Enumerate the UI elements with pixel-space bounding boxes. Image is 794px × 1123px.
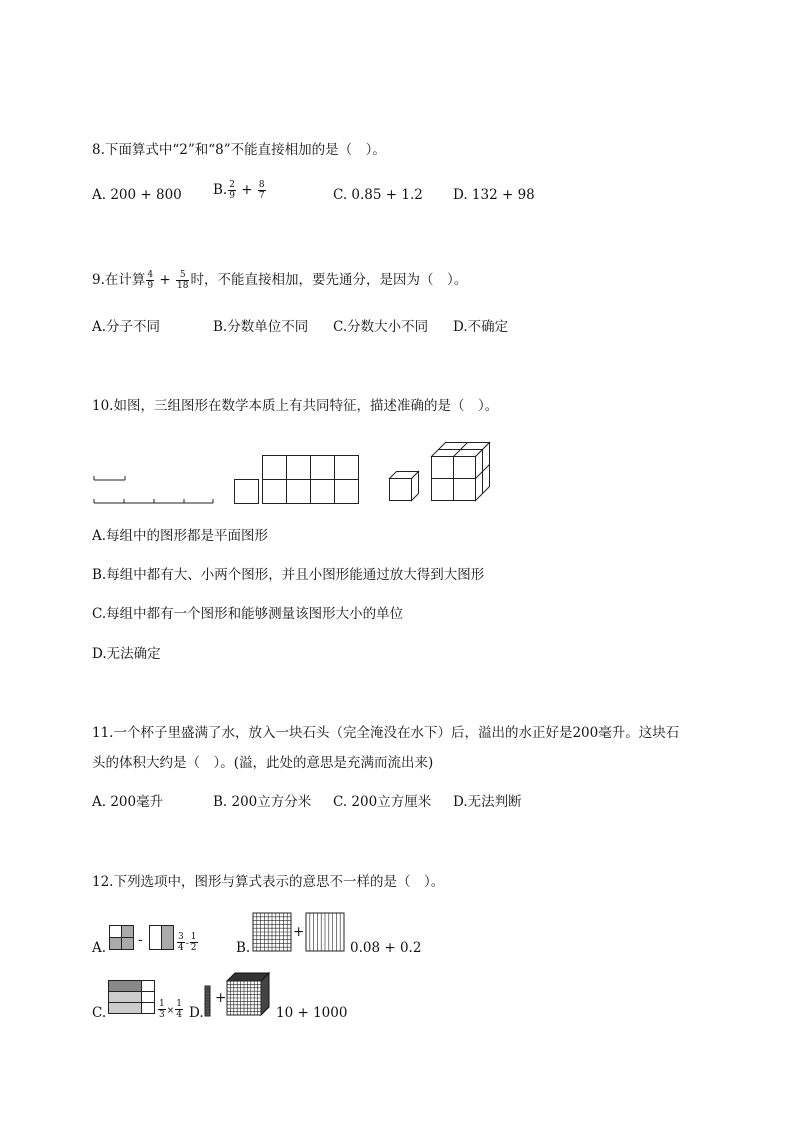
question-10-stem: 10.如图，三组图形在数学本质上有共同特征，描述准确的是（ ）。 xyxy=(92,398,499,414)
q12-c-expression: $\frac{1}{3}$ × $\frac{1}{4}$ xyxy=(159,999,183,1020)
q9-option-c[interactable]: C.分数大小不同 xyxy=(333,319,429,335)
q12-b-hundred-grid xyxy=(252,912,292,954)
q12-d-operator: + xyxy=(215,990,227,1006)
q8-option-a[interactable]: A. 200 + 800 xyxy=(92,187,182,203)
question-8-stem: 8.下面算式中“2”和“8”不能直接相加的是（ ）。 xyxy=(92,142,386,158)
q10-option-d[interactable]: D.无法确定 xyxy=(92,646,161,662)
q9-fraction-1: $\frac{4}{9}$ xyxy=(147,270,154,291)
q12-c-fraction-2: $\frac{1}{4}$ xyxy=(176,999,183,1020)
q11-option-c[interactable]: C. 200立方厘米 xyxy=(333,794,432,810)
q12-a-fraction-2: $\frac{1}{2}$ xyxy=(190,932,197,953)
q9-fraction-2: $\frac{5}{18}$ xyxy=(177,270,189,291)
q12-a-fraction-1: $\frac{3}{4}$ xyxy=(178,932,184,953)
q12-option-b-label[interactable]: B. xyxy=(236,940,251,956)
q8-option-b-label: B. xyxy=(213,182,228,198)
q12-c-figure xyxy=(107,979,157,1017)
q8-b-fraction-1: $\frac{2}{9}$ xyxy=(229,180,235,201)
q8-b-operator: + xyxy=(241,182,253,198)
q12-d-thousand-cube xyxy=(226,972,274,1018)
q8-b-fraction-2: $\frac{8}{7}$ xyxy=(258,180,265,201)
q12-d-ten-rod xyxy=(204,985,212,1017)
q10-option-c[interactable]: C.每组中都有一个图形和能够测量该图形大小的单位 xyxy=(92,606,404,622)
q10-figure-cubes xyxy=(386,435,496,505)
q12-option-a-label[interactable]: A. xyxy=(92,940,107,956)
question-11-stem-line1: 11.一个杯子里盛满了水，放入一块石头（完全淹没在水下）后，溢出的水正好是200毫升。这块石 xyxy=(92,725,680,741)
q12-option-d-label[interactable]: D. xyxy=(189,1005,204,1021)
q8-option-b[interactable] xyxy=(213,180,267,201)
q11-option-b[interactable]: B. 200立方分米 xyxy=(213,794,312,810)
question-12-stem: 12.下列选项中，图形与算式表示的意思不一样的是（ ）。 xyxy=(92,874,445,890)
q10-option-a[interactable]: A.每组中的图形都是平面图形 xyxy=(92,528,269,544)
q12-b-expression: 0.08 + 0.2 xyxy=(350,940,422,956)
q10-figure-squares xyxy=(233,453,363,505)
q9-option-a[interactable]: A.分子不同 xyxy=(92,319,161,335)
q12-a-operator: - xyxy=(138,932,143,948)
q12-d-expression: 10 + 1000 xyxy=(276,1005,348,1021)
q9-option-d[interactable]: D.不确定 xyxy=(453,319,509,335)
question-11-stem-line2: 头的体积大约是（ ）。(溢，此处的意思是充满而流出来) xyxy=(92,755,434,771)
q12-b-tenths-strips xyxy=(305,912,345,954)
q12-b-operator: + xyxy=(293,924,305,940)
q9-option-b[interactable]: B.分数单位不同 xyxy=(213,319,309,335)
q8-option-d[interactable]: D. 132 + 98 xyxy=(453,187,535,203)
q10-option-b[interactable]: B.每组中都有大、小两个图形，并且小图形能通过放大得到大图形 xyxy=(92,567,485,583)
q12-a-figure xyxy=(108,924,178,954)
q11-option-a[interactable]: A. 200毫升 xyxy=(92,794,164,810)
q12-a-expression: $\frac{3}{4}$ - $\frac{1}{2}$ xyxy=(178,932,197,953)
q8-option-c[interactable]: C. 0.85 + 1.2 xyxy=(333,187,423,203)
q11-option-d[interactable]: D.无法判断 xyxy=(453,794,522,810)
q12-option-c-label[interactable]: C. xyxy=(92,1005,107,1021)
q10-figure-segments xyxy=(92,470,217,510)
q12-c-fraction-1: $\frac{1}{3}$ xyxy=(159,999,165,1020)
question-9-stem: 9.在计算 $\frac{4}{9}$ + $\frac{5}{18}$ 时，不能直接相加，要先通分，是因为（ ）。 xyxy=(92,270,468,291)
